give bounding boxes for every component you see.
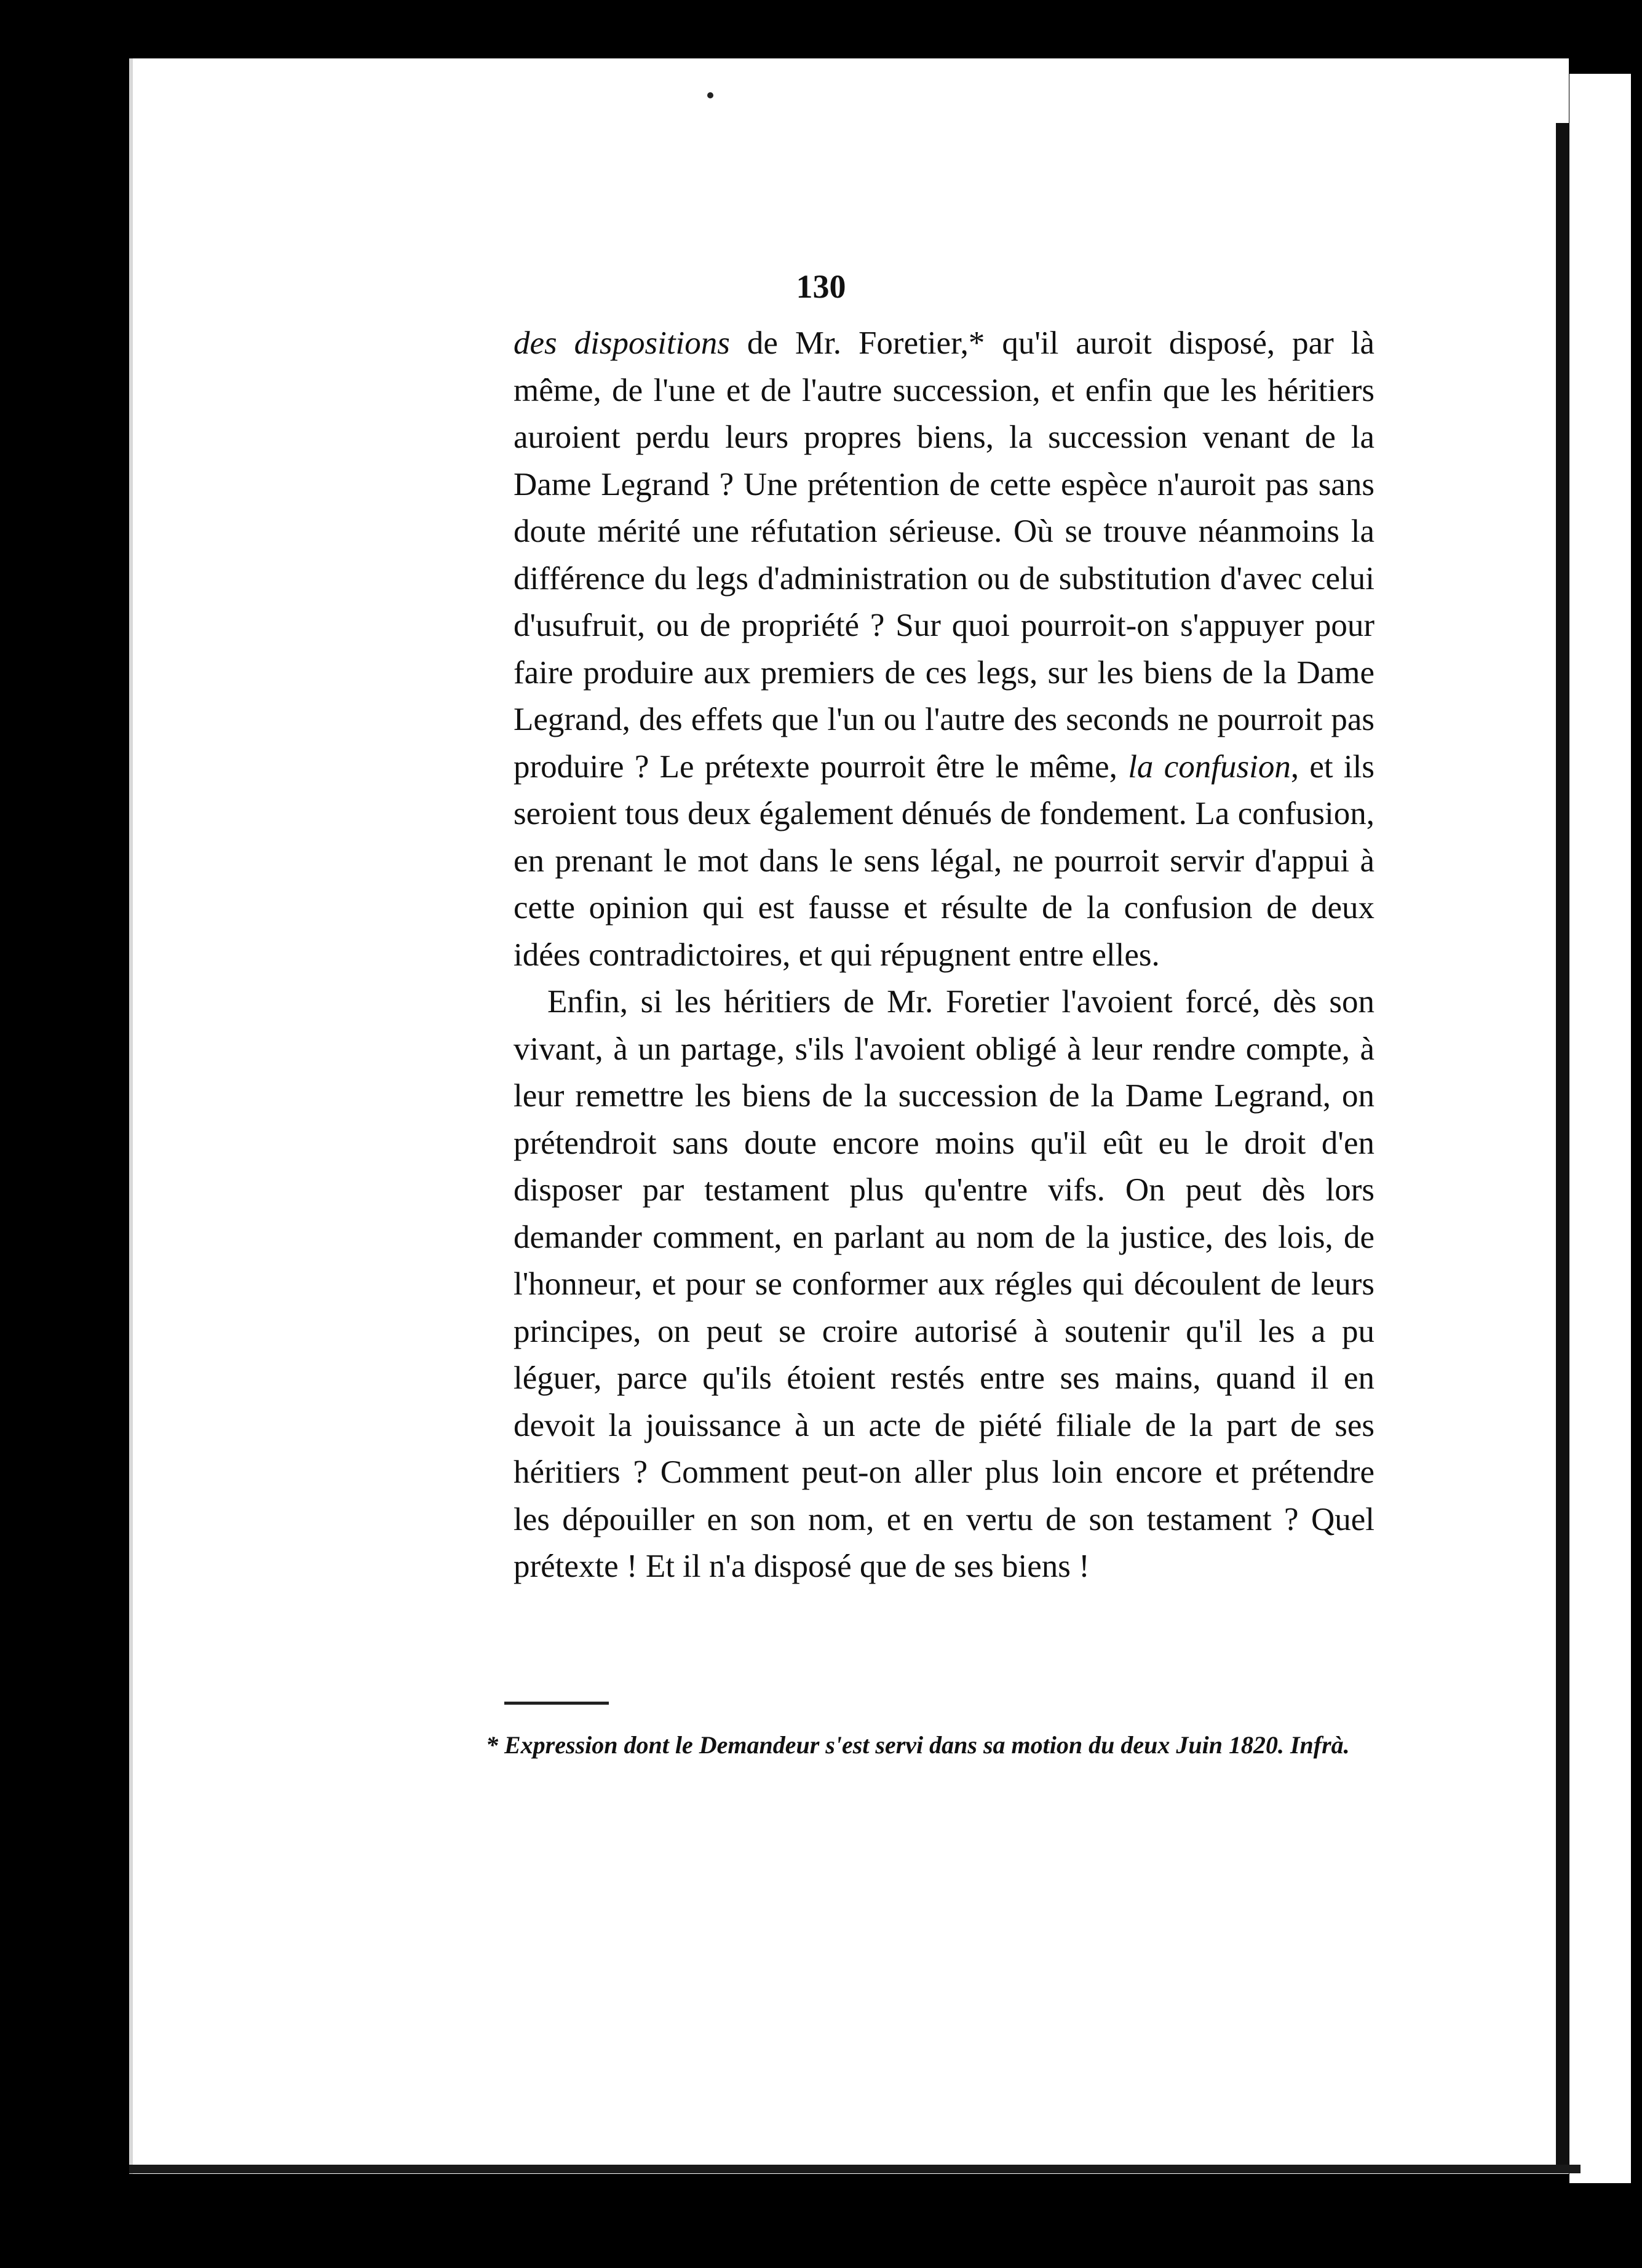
facing-page-strip <box>1569 74 1631 2183</box>
footnote-rule <box>504 1702 609 1705</box>
italic-phrase: des dispositions <box>514 325 730 361</box>
page-bottom-edge <box>129 2165 1581 2173</box>
italic-phrase: la confusion <box>1128 748 1291 785</box>
footnote: * Expression dont le Demandeur s'est servi dans sa motion du deux Juin 1820. Infrà. <box>486 1731 1350 1759</box>
ink-dot <box>707 92 713 98</box>
page-gutter-edge <box>1556 123 1569 2171</box>
page-number: 130 <box>796 268 846 305</box>
paragraph-1-text-b: , et ils seroient tous deux également dénués de fondement. La confusion, en prenant le mot dans le sens légal, ne pourroit servir d'appui à cette opinion qui est fausse et résulte de la confusion de deux idées contradictoires, et qui répugnent entre elles. <box>514 748 1374 973</box>
paragraph-1 <box>514 320 1374 978</box>
paragraph-2: Enfin, si les héritiers de Mr. Foretier l'avoient forcé, dès son vivant, à un partage, s'ils l'avoient obligé à leur rendre compte, à leur remettre les biens de la succession de la Dame Legrand, on prétendroit sans doute encore moins qu'il eût eu le droit d'en disposer par testament plus qu'entre vifs. On peut dès lors demander comment, en parlant au nom de la justice, des lois, de l'honneur, et pour se conformer aux régles qui découlent de leurs principes, on peut se croire autorisé à soutenir qu'il les a pu léguer, parce qu'ils étoient restés entre ses mains, quand il en devoit la jouissance à un acte de piété filiale de la part de ses héritiers ? Comment peut-on aller plus loin encore et prétendre les dépouiller en son nom, et en vertu de son testament ? Quel prétexte ! Et il n'a disposé que de ses biens ! <box>514 984 1374 1584</box>
paragraph-1-text-a: de Mr. Foretier,* qu'il auroit disposé, par là même, de l'une et de l'autre succession, et enfin que les héritiers auroient perdu leurs propres biens, la succession venant de la Dame Legrand ? Une prétention de cette espèce n'auroit pas sans doute mérité une réfutation sérieuse. Où se trouve néanmoins la différence du legs d'administration ou de substitution d'avec celui d'usufruit, ou de propriété ? Sur quoi pourroit-on s'appuyer pour faire produire aux premiers de ces legs, sur les biens de la Dame Legrand, des effets que l'un ou l'autre des seconds ne pourroit pas produire ? Le prétexte pourroit être le même, <box>514 325 1374 785</box>
body-text <box>514 320 1374 1590</box>
